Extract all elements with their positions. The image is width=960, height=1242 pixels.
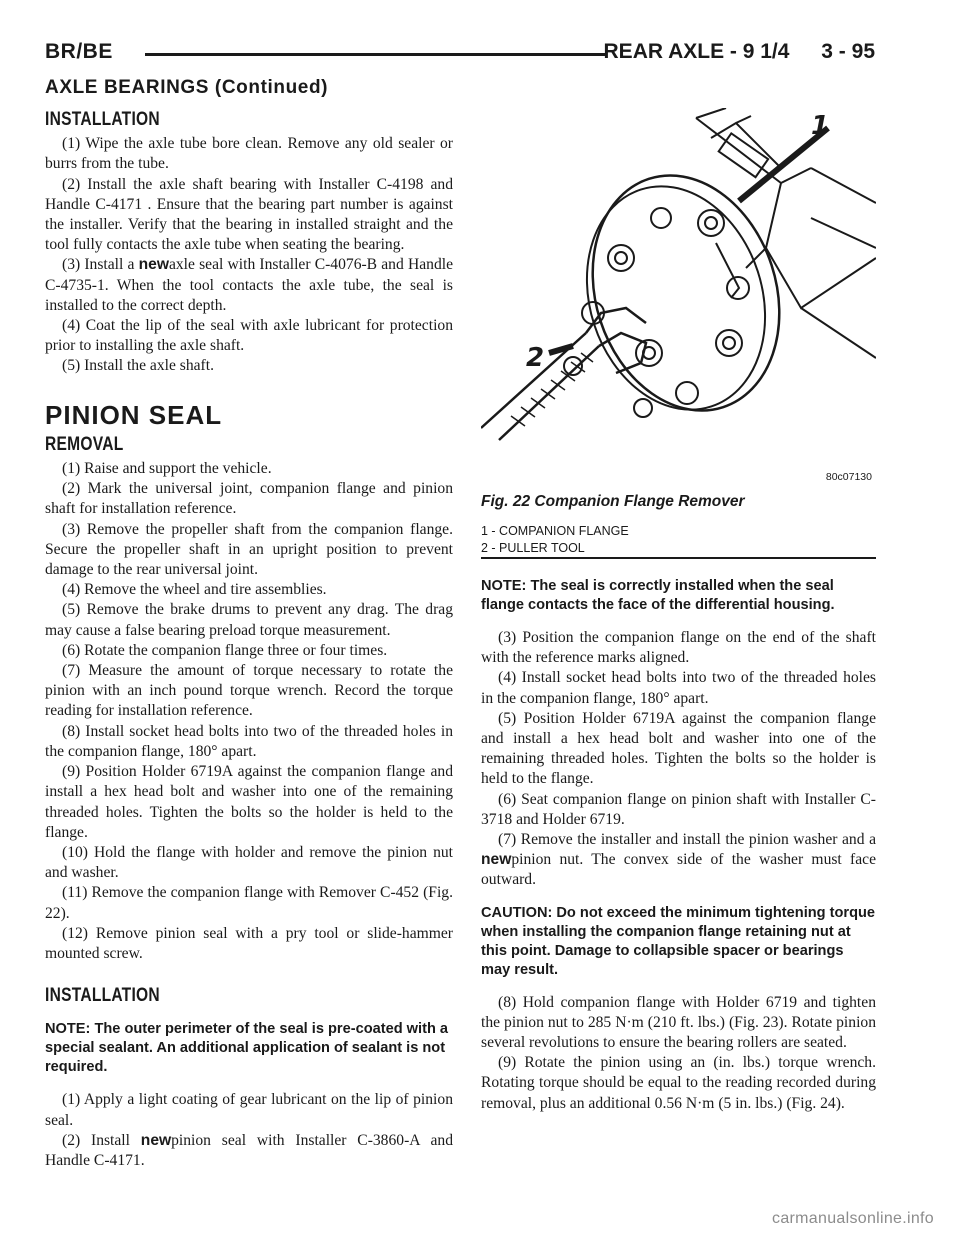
page-number: 3 - 95 <box>821 40 875 63</box>
step: (1) Wipe the axle tube bore clean. Remove any old sealer or burrs from the tube. <box>45 135 453 173</box>
companion-flange-illustration <box>481 108 876 478</box>
step-text: (2) Install <box>62 1131 141 1149</box>
step: (4) Install socket head bolts into two of the threaded holes in the companion flange, 180° apart. <box>481 669 876 707</box>
figure-22 <box>481 108 876 561</box>
step-text: (3) Install a <box>62 256 139 274</box>
model-code: BR/BE <box>45 40 113 63</box>
step: (5) Position Holder 6719A against the companion flange and install a hex head bolt and washer into one of the remaining threaded holes. Tighten the bolts so the holder is held to the flange. <box>481 709 876 788</box>
step: (3) Position the companion flange on the end of the shaft with the reference marks aligned. <box>481 629 876 667</box>
removal-heading: REMOVAL <box>45 433 124 455</box>
watermark[interactable]: carmanualsonline.info <box>772 1210 934 1227</box>
step: (1) Raise and support the vehicle. <box>62 460 272 478</box>
step <box>481 830 876 891</box>
step <box>45 1131 453 1171</box>
step <box>45 255 453 316</box>
step: (6) Rotate the companion flange three or four times. <box>62 641 388 659</box>
left-column <box>45 110 453 1171</box>
figure-caption: Fig. 22 Companion Flange Remover <box>481 493 745 510</box>
step: (6) Seat companion flange on pinion shaft with Installer C-3718 and Holder 6719. <box>481 790 876 828</box>
step: (3) Remove the propeller shaft from the companion flange. Secure the propeller shaft in an upright position to prevent damage to the rear universal joint. <box>45 520 453 579</box>
figure-code: 80c07130 <box>825 471 872 483</box>
step: (8) Install socket head bolts into two of the threaded holes in the companion flange, 180° apart. <box>45 722 453 760</box>
spacer <box>481 891 876 904</box>
step: (9) Rotate the pinion using an (in. lbs.) torque wrench. Rotating torque should be equal to the reading recorded during removal, plus an additional 0.56 N·m (5 in. lbs.) (Fig. 24). <box>481 1054 876 1112</box>
figure-rule <box>481 557 876 559</box>
section-title-page <box>604 40 875 64</box>
step-text: pinion seal with Installer C-3860-A and Handle C-4171. <box>45 1131 453 1169</box>
step: (5) Install the axle shaft. <box>62 357 214 375</box>
step: (7) Measure the amount of torque necessary to rotate the pinion with an inch pound torque wrench. Record the torque reading for installation reference. <box>45 662 453 720</box>
legend-item: 2 - PULLER TOOL <box>481 541 585 555</box>
emphasis-new: new <box>481 851 512 869</box>
section-title: PINION SEAL <box>45 399 223 430</box>
step: (1) Apply a light coating of gear lubricant on the lip of pinion seal. <box>45 1091 453 1129</box>
chapter-title: REAR AXLE - 9 1/4 <box>603 40 790 63</box>
emphasis-new: new <box>140 1131 172 1149</box>
step-text: pinion nut. The convex side of the washer must face outward. <box>481 851 876 889</box>
step-text: axle seal with Installer C-4076-B and Handle C-4735-1. When the tool contacts the axle tube, the seal is installed to the correct depth. <box>45 256 453 314</box>
step: (4) Coat the lip of the seal with axle lubricant for protection prior to installing the axle shaft. <box>45 317 453 355</box>
step: (5) Remove the brake drums to prevent any drag. The drag may cause a false bearing preload torque measurement. <box>45 601 453 639</box>
step: (4) Remove the wheel and tire assemblies. <box>62 581 327 599</box>
legend-item: 1 - COMPANION FLANGE <box>481 524 629 538</box>
step: (11) Remove the companion flange with Remover C-452 (Fig. 22). <box>45 884 453 922</box>
step: (12) Remove pinion seal with a pry tool or slide-hammer mounted screw. <box>45 924 453 962</box>
step-text: (7) Remove the installer and install the pinion washer and a <box>498 831 876 849</box>
caution: CAUTION: Do not exceed the minimum tightening torque when installing the companion flange retaining nut at this point. Damage to collapsible spacer or bearings may result. <box>481 904 876 978</box>
figure-legend <box>481 523 629 557</box>
step: (9) Position Holder 6719A against the companion flange and install a hex head bolt and washer into one of the remaining threaded holes. Tighten the bolts so the holder is held to the flange. <box>45 763 453 841</box>
installation-heading: INSTALLATION <box>45 985 160 1007</box>
note: NOTE: The seal is correctly installed when the seal flange contacts the face of the differential housing. <box>481 578 835 613</box>
running-header <box>45 40 875 68</box>
callout-2: 2 <box>526 343 545 373</box>
callout-1: 1 <box>811 111 830 141</box>
step: (10) Hold the flange with holder and remove the pinion nut and washer. <box>45 843 453 882</box>
right-column <box>481 577 876 1114</box>
step: (8) Hold companion flange with Holder 6719 and tighten the pinion nut to 285 N·m (210 ft. lbs.) (Fig. 23). Rotate pinion several revolutions to ensure the bearing rollers are seated. <box>481 993 876 1052</box>
continued-heading: AXLE BEARINGS (Continued) <box>45 77 329 98</box>
header-rule <box>145 53 605 56</box>
step: (2) Mark the universal joint, companion flange and pinion shaft for installation reference. <box>45 480 453 518</box>
step: (2) Install the axle shaft bearing with Installer C-4198 and Handle C-4171 . Ensure that the bearing part number is against the installer. Verify that the bearing in installed straight and the tool fully contacts the axle tube when seating the bearing. <box>45 175 453 254</box>
note: NOTE: The outer perimeter of the seal is pre-coated with a special sealant. An additional application of sealant is not required. <box>45 1021 449 1076</box>
installation-heading: INSTALLATION <box>45 109 160 130</box>
emphasis-new: new <box>138 256 169 274</box>
